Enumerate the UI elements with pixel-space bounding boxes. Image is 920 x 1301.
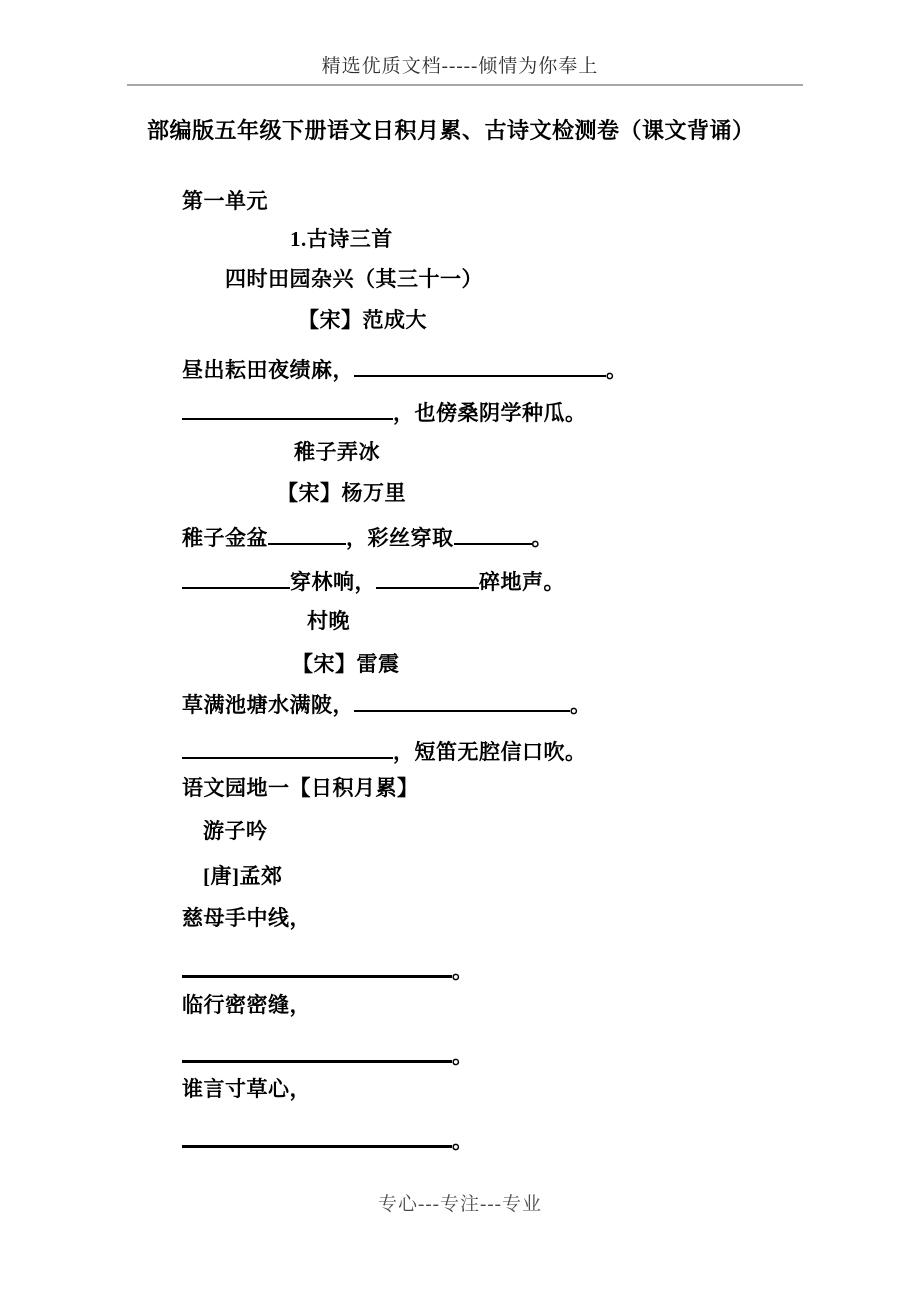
fill-in-blank [182,954,452,978]
text-segment: 稚子金盆 [182,526,268,550]
text-segment: 碎地声。 [479,570,565,594]
poem-title [307,605,350,637]
verse-line [182,989,311,1021]
text-segment: 【宋】杨万里 [277,481,406,505]
verse-line [182,566,565,598]
page-header-text: 精选优质文档-----倾情为你奉上 [321,56,599,77]
text-segment: 村晚 [307,609,350,633]
text-segment: [唐]孟郊 [203,864,283,888]
verse-line [182,736,587,768]
text-segment: 穿林响， [290,570,376,594]
poem-title [294,436,380,468]
section-heading [182,185,268,217]
verse-line [182,397,587,429]
verse-line [182,522,553,554]
poem-author [298,304,427,336]
text-segment: 四时田园杂兴（其三十一） [225,267,483,291]
text-segment: 草满池塘水满陂， [182,693,354,717]
text-segment: 。 [452,1129,474,1153]
section-heading [182,772,419,804]
fill-in-blank [268,522,346,545]
text-segment: ，短笛无腔信口吹。 [393,740,587,764]
fill-in-blank [182,1124,452,1148]
text-segment: 1.古诗三首 [290,227,393,251]
fill-in-blank [182,736,393,759]
fill-in-blank [454,522,532,545]
fill-in-blank [182,397,393,420]
poem-author [292,648,400,680]
text-segment: 第一单元 [182,189,268,213]
fill-in-blank [182,1039,452,1063]
text-segment: 。 [570,693,592,717]
text-segment: 慈母手中线， [182,906,311,930]
verse-blank-line [182,1124,474,1156]
page-title: 部编版五年级下册语文日积月累、古诗文检测卷（课文背诵） [147,118,755,143]
verse-line [182,902,311,934]
text-segment: 【宋】范成大 [298,308,427,332]
verse-line [182,354,628,386]
text-segment: 稚子弄冰 [294,440,380,464]
lesson-heading [290,223,393,255]
fill-in-blank [182,566,290,589]
fill-in-blank [354,689,570,712]
fill-in-blank [354,354,606,377]
poem-author [277,477,406,509]
text-segment: 。 [531,526,553,550]
verse-blank-line [182,954,474,986]
fill-in-blank [376,566,479,589]
page-footer-text: 专心---专注---专业 [378,1194,542,1215]
text-segment: 。 [452,959,474,983]
text-segment: 。 [452,1044,474,1068]
text-segment: 【宋】雷震 [292,652,400,676]
verse-blank-line [182,1039,474,1071]
text-segment: ，彩丝穿取 [346,526,454,550]
text-segment: 。 [606,358,628,382]
verse-line [182,1073,311,1105]
poem-author [203,860,283,892]
text-segment: 游子吟 [203,819,268,843]
text-segment: ，也傍桑阴学种瓜。 [393,401,587,425]
verse-line [182,689,592,721]
poem-title [225,263,483,295]
text-segment: 谁言寸草心， [182,1077,311,1101]
text-segment: 昼出耘田夜绩麻， [182,358,354,382]
text-segment: 语文园地一【日积月累】 [182,776,419,800]
poem-title [203,815,268,847]
text-segment: 临行密密缝， [182,993,311,1017]
